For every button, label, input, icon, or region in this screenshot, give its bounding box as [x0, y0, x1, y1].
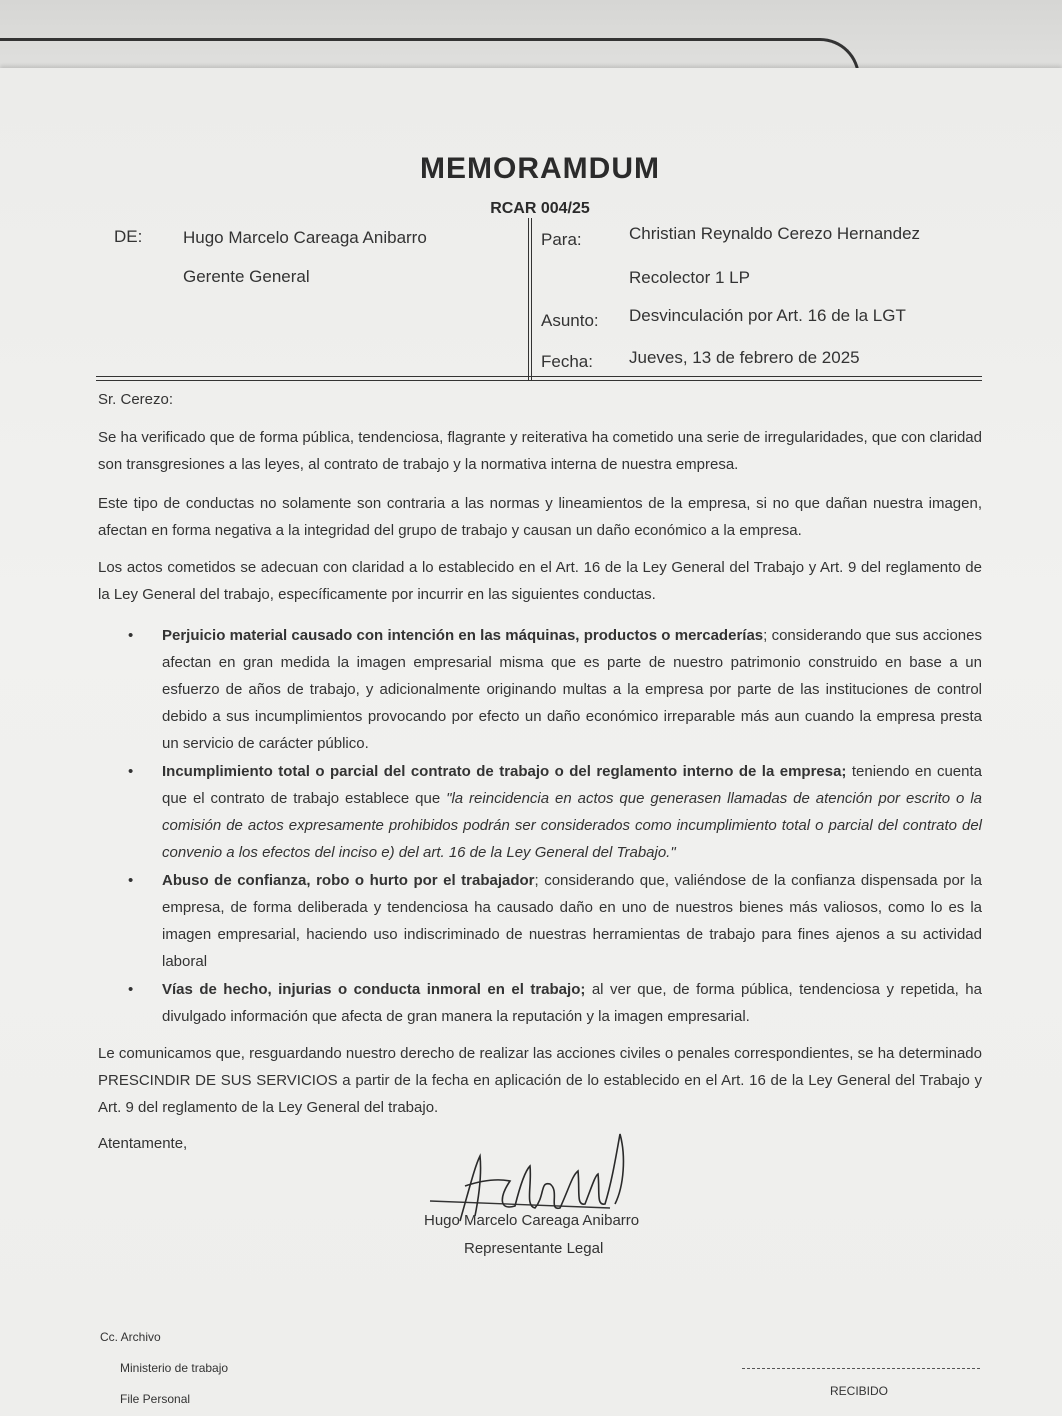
- paragraph-3: Los actos cometidos se adecuan con claridad a lo establecido en el Art. 16 de la Ley General del Trabajo y Art. 9 del reglamento de la Ley General del trabajo, específicamente por incurrir en las siguientes conductas.: [98, 559, 982, 603]
- memo-reference: RCAR 004/25: [490, 200, 590, 217]
- paragraph-1: Se ha verificado que de forma pública, tendenciosa, flagrante y reiterativa ha cometido una serie de irregularidades, que con claridad son transgresiones a las leyes, al contrato de trabajo y la normativa interna de nuestra empresa.: [98, 429, 982, 473]
- to-name: Christian Reynaldo Cerezo Hernandez: [629, 224, 921, 243]
- list-item: [98, 867, 982, 975]
- received-signature-line: [742, 1368, 980, 1369]
- subject-value: Desvinculación por Art. 16 de la LGT: [629, 306, 906, 325]
- handwritten-signature: [420, 1126, 680, 1286]
- list-item-quote: "la reincidencia en actos que generasen llamadas de atención por escrito o la comisión de actos expresamente prohibidos podrán ser considerados como incumplimiento total o parcial del contrato del convenio a los efectos del inciso e) del art. 16 de la Ley General del Trabajo.": [162, 790, 982, 861]
- cc-item: File Personal: [120, 1392, 191, 1406]
- list-item: [98, 976, 982, 1030]
- to-role: Recolector 1 LP: [629, 268, 750, 287]
- cc-item: Ministerio de trabajo: [120, 1361, 229, 1375]
- list-item-text: teniendo en cuenta que el contrato de trabajo establece que: [162, 763, 982, 807]
- from-name: Hugo Marcelo Careaga Anibarro: [183, 228, 427, 247]
- list-item-bold: Incumplimiento total o parcial del contrato de trabajo o del reglamento interno de la empresa;: [162, 763, 847, 780]
- closing: Atentamente,: [98, 1135, 188, 1152]
- date-label: Fecha:: [541, 352, 593, 371]
- list-item: [98, 622, 982, 757]
- bullet-icon: •: [128, 872, 134, 889]
- list-item-text: al ver que, de forma pública, tendenciosa y repetida, ha divulgado información que afecta de gran manera la reputación y la imagen empresarial.: [162, 981, 982, 1025]
- paragraph-4: Le comunicamos que, resguardando nuestro derecho de realizar las acciones civiles o penales correspondientes, se ha determinado PRESCINDIR DE SUS SERVICIOS a partir de la fecha en aplicación de lo establecido en el Art. 16 de la Ley General del Trabajo y Art. 9 del reglamento de la Ley General del trabajo.: [98, 1045, 982, 1116]
- bullet-icon: •: [128, 627, 134, 644]
- list-item: [98, 758, 982, 866]
- date-value: Jueves, 13 de febrero de 2025: [629, 348, 860, 367]
- from-role: Gerente General: [183, 267, 310, 286]
- from-label: DE:: [114, 227, 143, 246]
- conduct-list: [98, 622, 982, 1031]
- greeting: Sr. Cerezo:: [98, 391, 174, 408]
- cc-label: Cc. Archivo: [100, 1330, 161, 1344]
- memo-page: [0, 68, 1062, 1416]
- bullet-icon: •: [128, 981, 134, 998]
- to-label: Para:: [541, 230, 582, 249]
- header-divider-vertical: [528, 218, 532, 380]
- list-item-bold: Perjuicio material causado con intención en las máquinas, productos o mercaderías: [162, 627, 764, 644]
- list-item-text: ; considerando que sus acciones afectan en gran medida la imagen empresarial misma que es parte de nuestro patrimonio construido en base a un esfuerzo de años de trabajo, y adicionalmente originando multas a la empresa por parte de las instituciones de control debido a sus incumplimientos provocando por efecto un daño económico irreparable más aun cuando la empresa presta un servicio de carácter público.: [162, 627, 982, 752]
- list-item-bold: Vías de hecho, injurias o conducta inmoral en el trabajo;: [162, 981, 586, 998]
- bullet-icon: •: [128, 763, 134, 780]
- signatory-role: Representante Legal: [464, 1240, 604, 1257]
- memo-title: MEMORAMDUM: [420, 152, 660, 185]
- list-item-bold: Abuso de confianza, robo o hurto por el trabajador: [162, 872, 535, 889]
- received-label: RECIBIDO: [830, 1384, 889, 1398]
- signatory-name: Hugo Marcelo Careaga Anibarro: [424, 1212, 640, 1229]
- header-divider-horizontal: [96, 376, 982, 381]
- paragraph-2: Este tipo de conductas no solamente son contraria a las normas y lineamientos de la empresa, si no que dañan nuestra imagen, afectan en forma negativa a la integridad del grupo de trabajo y causan un daño económico a la empresa.: [98, 495, 982, 539]
- list-item-text: ; considerando que, valiéndose de la confianza dispensada por la empresa, de forma deliberada y tendenciosa ha causado daño en uno de nuestros bienes más valiosos, como lo es la imagen empresarial, haciendo uso indiscriminado de nuestras herramientas de trabajo para fines ajenos a su actividad laboral: [162, 872, 982, 970]
- subject-label: Asunto:: [541, 311, 599, 330]
